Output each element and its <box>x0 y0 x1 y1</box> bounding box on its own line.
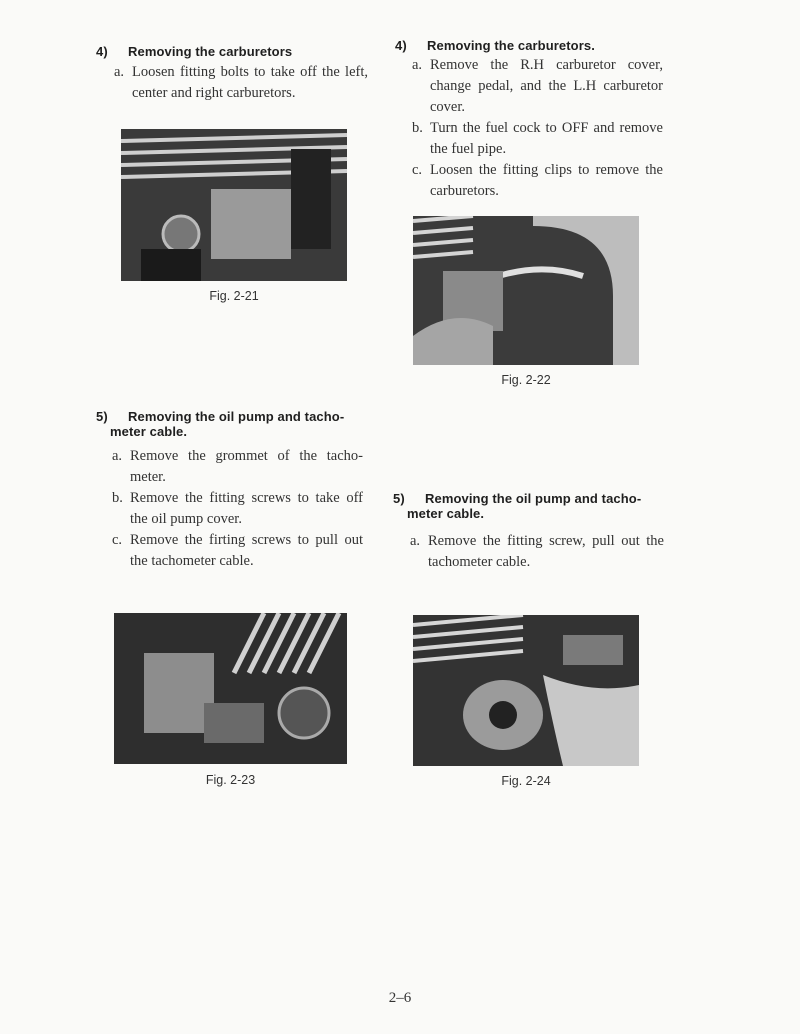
step-label: c. <box>112 532 123 548</box>
right-s4-step-b <box>412 118 663 160</box>
step-text: Remove the fitting screw, pull out the tachometer cable. <box>428 533 664 570</box>
figure-2-22-caption: Fig. 2-22 <box>501 373 551 387</box>
figure-2-24-photo <box>413 615 639 766</box>
step-text: Turn the fuel cock to OFF and remove the fuel pipe. <box>430 120 663 157</box>
figure-2-22-photo <box>413 216 639 365</box>
step-label: a. <box>114 64 125 80</box>
figure-2-23-caption: Fig. 2-23 <box>205 773 256 787</box>
step-text: Remove the fitting screws to take off the oil pump cover. <box>130 490 363 527</box>
left-s5-step-c <box>112 530 363 572</box>
left-s4-step-a <box>114 62 368 104</box>
step-text: Remove the grommet of the tacho-meter. <box>130 448 363 485</box>
step-text: Remove the R.H carburetor cover, change pedal, and the L.H carburetor cover. <box>430 57 663 115</box>
step-label: a. <box>410 533 421 549</box>
step-label: a. <box>412 57 423 73</box>
figure-2-23-photo <box>114 613 347 764</box>
left-s4-steps <box>114 62 368 104</box>
left-s5-step-b <box>112 488 363 530</box>
right-s4-title: Removing the carburetors. <box>427 38 595 53</box>
figure-2-21-caption: Fig. 2-21 <box>209 289 259 303</box>
step-label: c. <box>412 162 423 178</box>
right-s5-title-line1: Removing the oil pump and tacho- <box>425 491 642 506</box>
left-s5-step-a <box>112 446 363 488</box>
step-text: Loosen fitting bolts to take off the left, center and right carburetors. <box>132 64 368 101</box>
step-label: b. <box>412 120 423 136</box>
figure-2-21-photo <box>121 129 347 281</box>
right-s5-steps <box>410 531 664 573</box>
right-s5-number: 5) <box>393 491 405 506</box>
left-s5-number: 5) <box>96 409 108 424</box>
right-s4-number: 4) <box>395 38 407 53</box>
right-s4-step-c <box>412 160 663 202</box>
right-s5-title-line2: meter cable. <box>407 506 485 521</box>
left-s5-heading <box>96 409 344 439</box>
step-label: b. <box>112 490 123 506</box>
page-number: 2–6 <box>388 990 412 1006</box>
left-s4-title: Removing the carburetors <box>128 44 293 59</box>
left-s4-number: 4) <box>96 44 108 59</box>
left-s5-steps <box>112 446 363 572</box>
right-s4-heading <box>395 38 595 53</box>
step-text: Remove the firting screws to pull out the tachometer cable. <box>130 532 363 569</box>
right-s5-heading <box>393 491 641 521</box>
figure-2-24-caption: Fig. 2-24 <box>501 774 551 788</box>
left-s5-title-line2: meter cable. <box>110 424 188 439</box>
right-s4-steps <box>412 55 663 202</box>
right-s5-step-a <box>410 531 664 573</box>
left-s4-heading <box>96 44 292 59</box>
right-s4-step-a <box>412 55 663 118</box>
step-label: a. <box>112 448 123 464</box>
step-text: Loosen the fitting clips to remove the carburetors. <box>430 162 663 199</box>
left-s5-title-line1: Removing the oil pump and tacho- <box>128 409 345 424</box>
